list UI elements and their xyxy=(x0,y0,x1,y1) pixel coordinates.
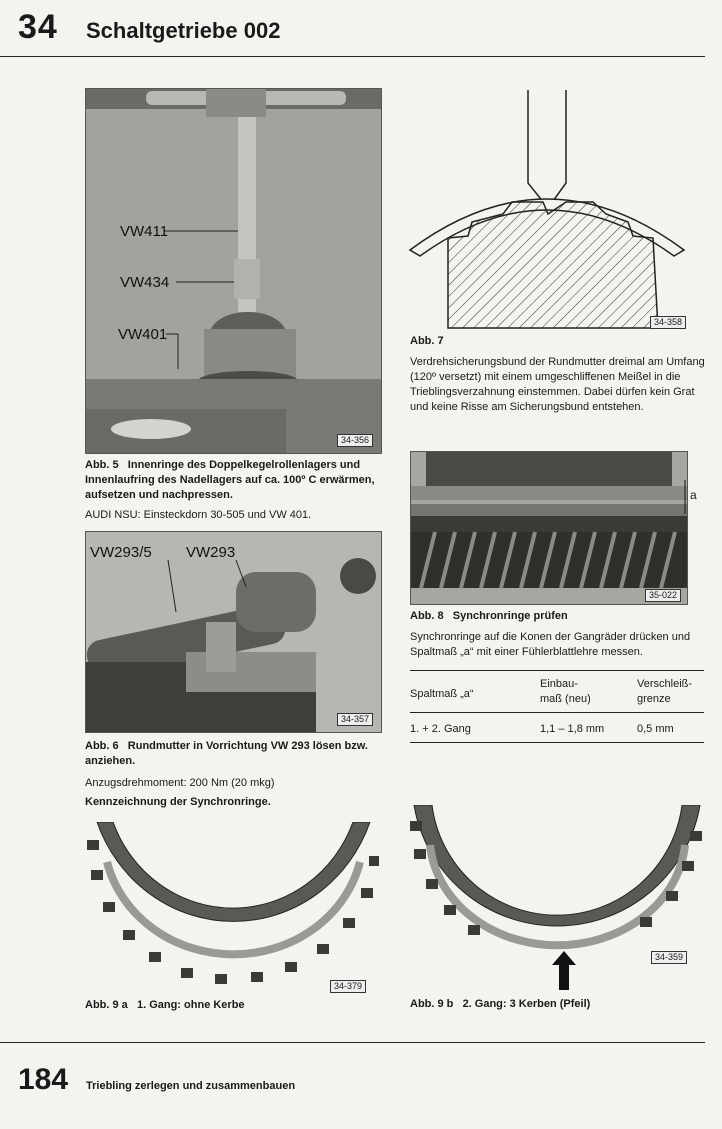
fig6-photo xyxy=(85,531,382,733)
fig5-id: 34-356 xyxy=(337,434,373,447)
fig8-photo xyxy=(410,451,688,605)
fig8-caption-text: Synchronringe auf die Konen der Gangräder drücken und Spaltmaß „a“ mit einer Fühlerblattlehre messen. xyxy=(410,631,691,658)
fig6-caption xyxy=(85,739,380,769)
fig9b-caption xyxy=(410,997,705,1012)
table-header-col2: Einbau- maß (neu) xyxy=(540,678,591,705)
fig6-caption-text: Rundmutter in Vorrichtung VW 293 lösen bzw. anziehen. xyxy=(85,740,368,767)
synchro-ring-1st-gear xyxy=(85,822,380,992)
fig6-label-vw293-5: VW293/5 xyxy=(90,544,152,561)
footer-rule xyxy=(0,1042,705,1043)
fig9a-caption-label: Abb. 9 a xyxy=(85,999,128,1011)
table-rule-bottom xyxy=(410,742,704,743)
fig8-caption xyxy=(410,609,705,624)
fig9b-id: 34-359 xyxy=(651,951,687,964)
fig5-caption-text: Innenringe des Doppelkegelrollenlagers und Innenlaufring des Nadellagers auf ca. 100º C erwärmen, aufsetzen und nachpressen. xyxy=(85,459,375,501)
fig9b-illustration xyxy=(410,805,705,990)
fig5-label-vw434: VW434 xyxy=(120,274,170,291)
fig6-caption-label: Abb. 6 xyxy=(85,740,119,752)
fig9b-caption-text: 2. Gang: 3 Kerben (Pfeil) xyxy=(462,998,591,1010)
fig5-photo xyxy=(85,88,382,454)
table-cell-install: 1,1 – 1,8 mm xyxy=(540,723,605,735)
fig8-gap-label: a xyxy=(690,488,697,502)
synchro-heading: Kennzeichnung der Synchronringe. xyxy=(85,796,271,808)
table-rule-mid xyxy=(410,712,704,713)
header-rule xyxy=(0,56,705,57)
table-header-col3: Verschleiß- grenze xyxy=(637,678,693,705)
fig9a-id: 34-379 xyxy=(330,980,366,993)
chisel-diagram xyxy=(408,88,686,330)
fig9b-caption-label: Abb. 9 b xyxy=(410,998,454,1010)
table-cell-gear: 1. + 2. Gang xyxy=(410,723,471,735)
synchro-ring-illustration xyxy=(411,452,687,604)
chapter-number: 34 xyxy=(18,8,58,46)
footer-title: Triebling zerlegen und zusammenbauen xyxy=(86,1080,296,1092)
fig6-note: Anzugsdrehmoment: 200 Nm (20 mkg) xyxy=(85,777,275,789)
fig6-label-vw293: VW293 xyxy=(186,544,236,561)
fig5-label-vw411: VW411 xyxy=(120,223,169,240)
fig9a-caption xyxy=(85,998,380,1013)
fig5-caption-label: Abb. 5 xyxy=(85,459,119,471)
fig8-caption-title: Synchronringe prüfen xyxy=(452,610,568,622)
fig5-note: AUDI NSU: Einsteckdorn 30-505 und VW 401. xyxy=(85,509,312,521)
fig8-id: 35-022 xyxy=(645,589,681,602)
table-header-col1: Spaltmaß „a“ xyxy=(410,688,474,700)
page-number: 184 xyxy=(18,1063,69,1096)
chapter-title: Schaltgetriebe 002 xyxy=(86,18,281,43)
fig6-id: 34-357 xyxy=(337,713,373,726)
table-rule-top xyxy=(410,670,704,671)
fig8-caption-label: Abb. 8 xyxy=(410,610,444,622)
fig9a-caption-text: 1. Gang: ohne Kerbe xyxy=(136,999,245,1011)
fig7-diagram xyxy=(408,88,686,330)
fig5-caption xyxy=(85,458,380,503)
arrow-up-icon xyxy=(552,951,576,990)
fig7-id: 34-358 xyxy=(650,316,686,329)
fig9a-illustration xyxy=(85,822,380,992)
vice-tool-illustration xyxy=(86,532,381,732)
table-cell-wear: 0,5 mm xyxy=(637,723,674,735)
fig7-caption-label xyxy=(410,334,700,349)
fig7-caption-text: Verdrehsicherungsbund der Rundmutter dreimal am Umfang (120º versetzt) mit einem umgeschliffenen Meißel in die Trieblingsverzahnung einstemmen. Dabei dürfen kein Grat und keine Risse am Sicherungsbund entstehen. xyxy=(410,356,705,413)
fig7-caption-label-text: Abb. 7 xyxy=(410,335,444,347)
press-tool-illustration xyxy=(86,89,381,453)
fig5-label-vw401: VW401 xyxy=(118,326,168,343)
